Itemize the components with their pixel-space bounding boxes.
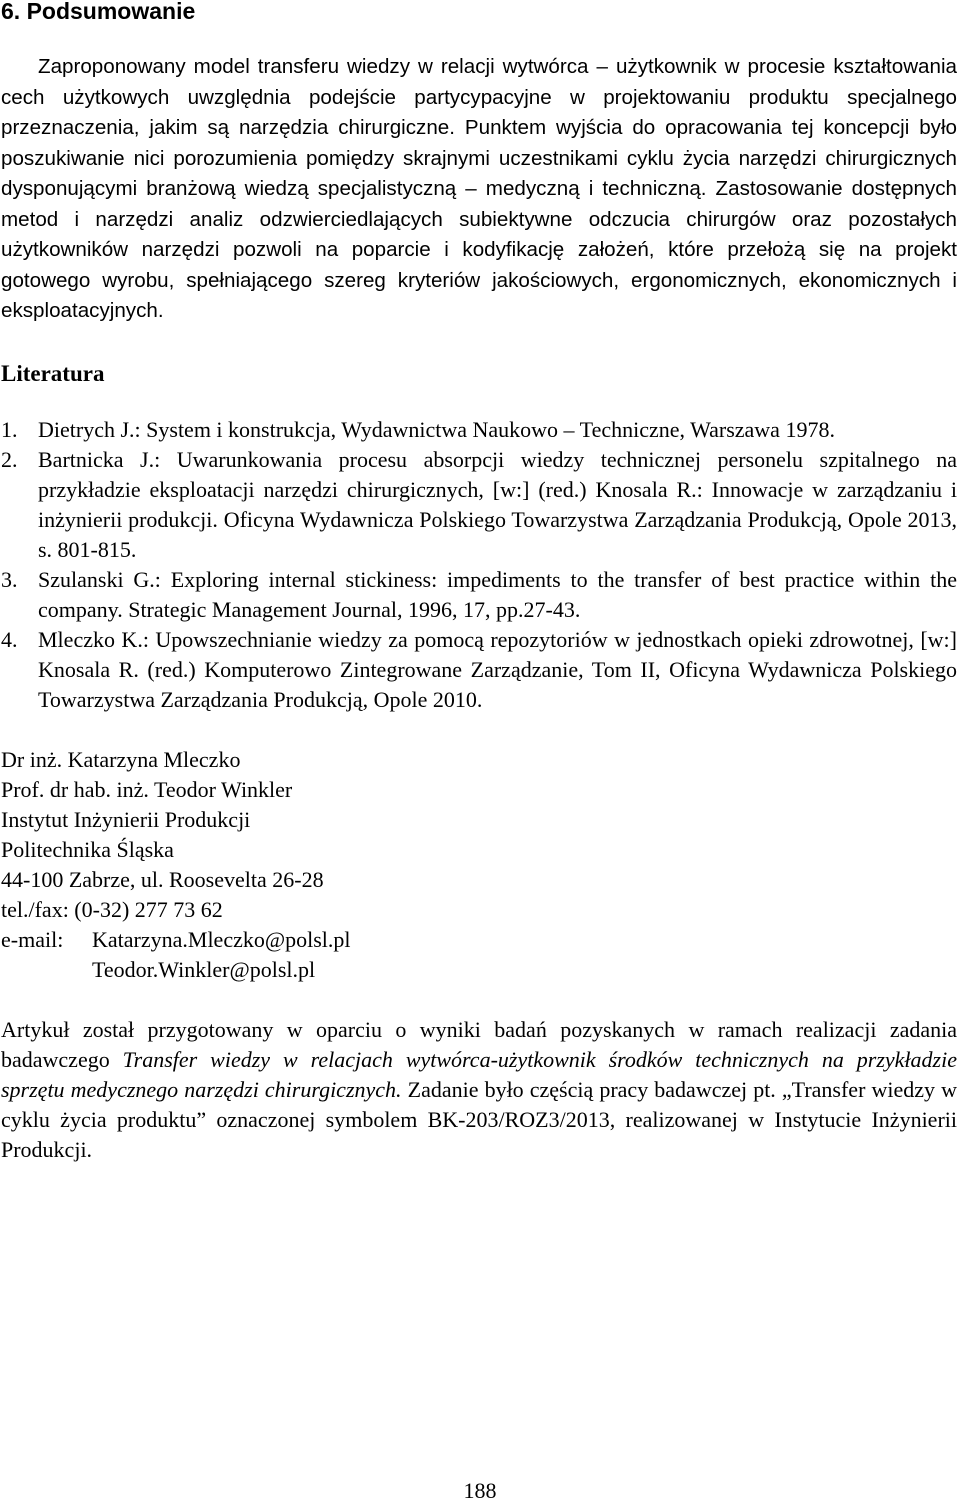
author-affiliation-block — [1, 745, 957, 985]
reference-item — [1, 415, 957, 445]
email-address: Teodor.Winkler@polsl.pl — [92, 956, 316, 982]
reference-text: Szulanski G.: Exploring internal stickiness: impediments to the transfer of best practice within the company. Strategic Management Journal, 1996, 17, pp.27-43. — [38, 566, 957, 622]
reference-text: Mleczko K.: Upowszechnianie wiedzy za pomocą repozytoriów w jednostkach opieki zdrowotnej, [w:] Knosala R. (red.) Komputerowo Zintegrowane Zarządzanie, Tom II, Oficyna Wydawnicza Polskiego Towarzystwa Zarządzania Produkcją, Opole 2010. — [38, 626, 957, 712]
reference-item — [1, 445, 957, 565]
acknowledgement-paragraph — [1, 1015, 957, 1165]
reference-text: Bartnicka J.: Uwarunkowania procesu absorpcji wiedzy technicznej personelu szpitalnego na przykładzie eksploatacji narzędzi chirurgicznych, [w:] (red.) Knosala R.: Innowacje w zarządzaniu i inżynierii produkcji. Oficyna Wydawnicza Polskiego Towarzystwa Zarządzania Produkcją, Opole 2013, s. 801-815. — [38, 446, 957, 562]
email-list — [92, 925, 351, 985]
email-row — [1, 925, 957, 985]
section-heading: 6. Podsumowanie — [1, 0, 196, 24]
university-name: Politechnika Śląska — [1, 836, 174, 862]
reference-number: 3. — [1, 566, 18, 592]
acknowledgement-text: Artykuł został przygotowany w oparciu o wyniki badań pozyskanych w ramach realizacji zadania badawczego — [1, 1016, 957, 1072]
reference-list — [1, 415, 957, 715]
project-title: Transfer wiedzy w relacjach wytwórca-użytkownik środków technicznych na przykładzie sprzętu medycznego narzędzi chirurgicznych. — [1, 1046, 957, 1102]
reference-number: 4. — [1, 626, 18, 652]
reference-item — [1, 625, 957, 715]
postal-address: 44-100 Zabrze, ul. Roosevelta 26-28 — [1, 866, 324, 892]
reference-item — [1, 565, 957, 625]
reference-number: 2. — [1, 446, 18, 472]
literature-heading: Literatura — [1, 360, 105, 386]
phone-fax: tel./fax: (0-32) 277 73 62 — [1, 896, 223, 922]
page-number: 188 — [463, 1478, 497, 1503]
summary-paragraph: Zaproponowany model transferu wiedzy w relacji wytwórca – użytkownik w procesie kształtowania cech użytkowych uwzględnia podejście partycypacyjne w projektowaniu produktu specjalnego przeznaczenia, jakim są narzędzia chirurgiczne. Punktem wyjścia do opracowania tej koncepcji było poszukiwanie nici porozumienia pomiędzy skrajnymi uczestnikami cyklu życia narzędzi chirurgicznych dysponującymi branżową wiedzą specjalistyczną – medyczną i techniczną. Zastosowanie dostępnych metod i narzędzi analiz odzwierciedlających subiektywne odczucia chirurgów oraz pozostałych użytkowników narzędzi pozwoli na poparcie i kodyfikację założeń, które przełożą się na projekt gotowego wyrobu, spełniającego szereg kryteriów jakościowych, ergonomicznych, ekonomicznych i eksploatacyjnych. — [1, 55, 957, 322]
email-label: e-mail: — [1, 926, 64, 952]
reference-text: Dietrych J.: System i konstrukcja, Wydawnictwa Naukowo – Techniczne, Warszawa 1978. — [38, 416, 835, 442]
author-name: Dr inż. Katarzyna Mleczko — [1, 746, 241, 772]
institute-name: Instytut Inżynierii Produkcji — [1, 806, 251, 832]
email-address: Katarzyna.Mleczko@polsl.pl — [92, 926, 351, 952]
author-name: Prof. dr hab. inż. Teodor Winkler — [1, 776, 293, 802]
acknowledgement-text: Zadanie było częścią pracy badawczej pt. „Transfer wiedzy w cyklu życia produktu” oznaczonej symbolem BK-203/ROZ3/2013, realizowanej w Instytucie Inżynierii Produkcji. — [1, 1076, 957, 1162]
reference-number: 1. — [1, 416, 18, 442]
